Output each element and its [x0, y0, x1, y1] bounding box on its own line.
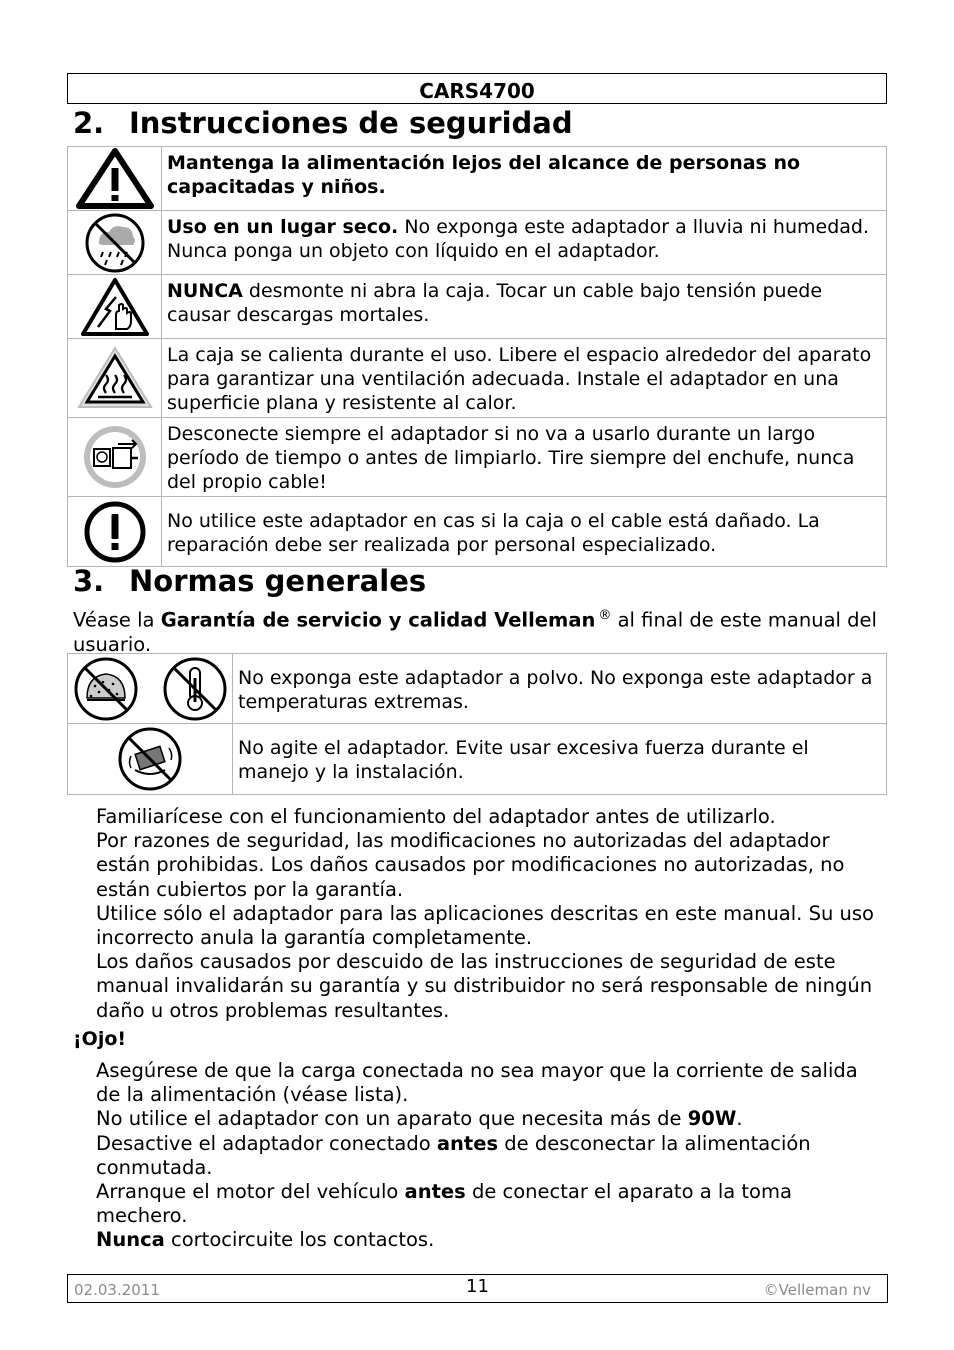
list-item: No utilice el adaptador con un aparato que necesita más de 90W.: [96, 1107, 743, 1131]
safety-text: Desconecte siempre el adaptador si no va a usarlo durante un largo período de tiempo o antes de limpiarlo. Tire siempre del enchufe, nunca del propio cable!: [162, 418, 887, 497]
safety-row: [68, 497, 887, 567]
safety-text: La caja se calienta durante el uso. Libere el espacio alrededor del aparato para garantizar una ventilación adecuada. Instale el adaptador en una superficie plana y resistente al calor.: [162, 339, 887, 418]
rule-row: [68, 724, 887, 795]
no-rain-icon: [68, 211, 162, 275]
list-item: Desactive el adaptador conectado antes de desconectar la alimentación conmutada.: [96, 1131, 811, 1179]
page-footer: [67, 1274, 888, 1303]
safety-text: Mantenga la alimentación lejos del alcance de personas no capacitadas y niños.: [162, 147, 887, 211]
electric-shock-icon: [68, 275, 162, 339]
footer-copyright: ©Velleman nv: [763, 1281, 871, 1299]
safety-text: NUNCA desmonte ni abra la caja. Tocar un cable bajo tensión puede causar descargas mortales.: [162, 275, 887, 339]
list-item: Arranque el motor del vehículo antes de conectar el aparato a la toma mechero.: [96, 1180, 792, 1228]
section-3-title: Normas generales: [129, 564, 427, 598]
no-shaking-icon: [68, 724, 233, 795]
unplug-icon: [68, 418, 162, 497]
hot-surface-icon: [68, 339, 162, 418]
list-item: Utilice sólo el adaptador para las aplicaciones descritas en este manual. Su uso incorrecto anula la garantía completamente.: [96, 901, 874, 950]
safety-row: [68, 339, 887, 418]
list-item: Los daños causados por descuido de las instrucciones de seguridad de este manual invalidarán su garantía y su distribuidor no será responsable de ningún daño u otros problemas resultantes.: [96, 950, 873, 1022]
safety-table: [67, 146, 887, 567]
rule-row: [68, 654, 887, 724]
section-3-heading: [73, 564, 426, 598]
list-item: Asegúrese de que la carga conectada no sea mayor que la corriente de salida de la alimentación (véase lista).: [96, 1059, 858, 1107]
safety-row: [68, 418, 887, 497]
rule-text: No agite el adaptador. Evite usar excesiva fuerza durante el manejo y la instalación.: [233, 724, 887, 795]
caution-list: [96, 1059, 886, 1253]
section-2-heading: [73, 106, 573, 140]
list-item: Familiarícese con el funcionamiento del adaptador antes de utilizarlo.: [96, 805, 776, 828]
warning-triangle-icon: [68, 147, 162, 211]
general-rules-list: [96, 805, 886, 1023]
footer-date: 02.03.2011: [74, 1281, 160, 1299]
safety-row: [68, 147, 887, 211]
document-header: [67, 73, 887, 104]
no-dust-icon: [73, 656, 139, 722]
safety-text: No utilice este adaptador en cas si la caja o el cable está dañado. La reparación debe ser realizada por personal especializado.: [162, 497, 887, 567]
safety-text: Uso en un lugar seco. No exponga este adaptador a lluvia ni humedad. Nunca ponga un objeto con líquido en el adaptador.: [162, 211, 887, 275]
general-rules-table: [67, 653, 887, 795]
section-3-number: 3.: [73, 564, 105, 598]
exclamation-circle-icon: [68, 497, 162, 567]
list-item: Por razones de seguridad, las modificaciones no autorizadas del adaptador están prohibidas. Los daños causados por modificaciones no autorizadas, no están cubiertos por la garantía.: [96, 829, 845, 901]
section-2-title: Instrucciones de seguridad: [129, 106, 573, 140]
warranty-reference: Véase la Garantía de servicio y calidad Velleman ® al final de este manual del usuario.: [73, 608, 877, 656]
caution-heading: ¡Ojo!: [73, 1028, 127, 1050]
model-number: CARS4700: [419, 79, 535, 103]
section-2-number: 2.: [73, 106, 105, 140]
rule-text: No exponga este adaptador a polvo. No exponga este adaptador a temperaturas extremas.: [233, 654, 887, 724]
safety-row: [68, 275, 887, 339]
list-item: Nunca cortocircuite los contactos.: [96, 1228, 435, 1252]
page-number: 11: [466, 1276, 489, 1297]
no-extreme-temperature-icon: [162, 656, 228, 722]
safety-row: [68, 211, 887, 275]
